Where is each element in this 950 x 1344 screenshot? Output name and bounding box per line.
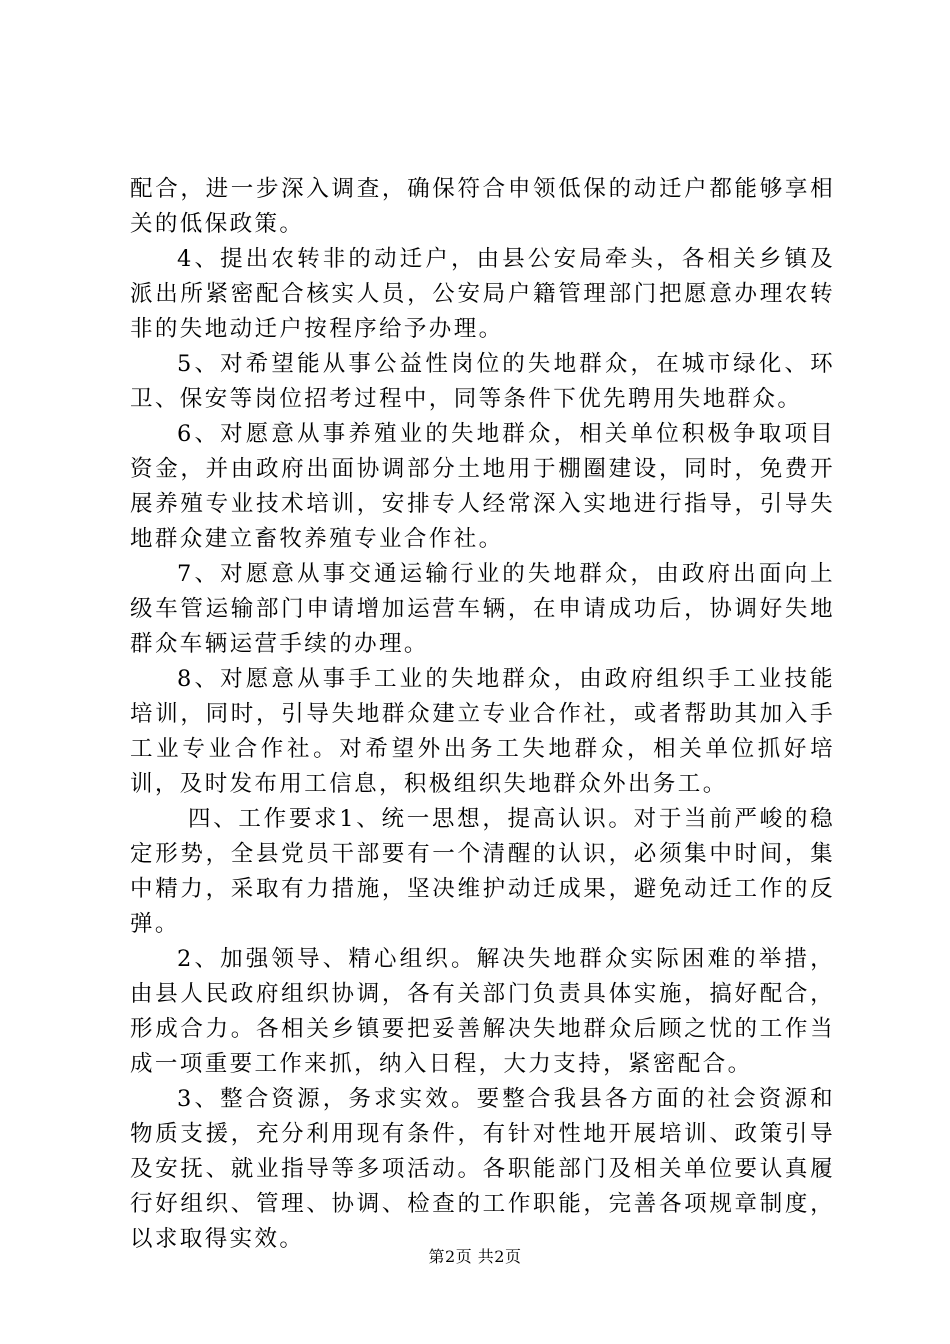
- document-body: [130, 172, 835, 1257]
- page-number-footer: 第2页 共2页: [428, 1247, 522, 1266]
- paragraph-continuation: 配合，进一步深入调查，确保符合申领低保的动迁户都能够享相关的低保政策。: [130, 176, 835, 237]
- paragraph-item-7: 7、对愿意从事交通运输行业的失地群众，由政府出面向上级车管运输部门申请增加运营车辆，在申请成功后，协调好失地群众车辆运营手续的办理。: [130, 561, 835, 657]
- paragraph-requirement-2: 2、加强领导、精心组织。解决失地群众实际困难的举措，由县人民政府组织协调，各有关部门负责具体实施，搞好配合，形成合力。各相关乡镇要把妥善解决失地群众后顾之忧的工作当成一项重要工作来抓，纳入日程，大力支持，紧密配合。: [130, 946, 835, 1077]
- paragraph-requirement-3: 3、整合资源，务求实效。要整合我县各方面的社会资源和物质支援，充分利用现有条件，有针对性地开展培训、政策引导及安抚、就业指导等多项活动。各职能部门及相关单位要认真履行好组织、管理、协调、检查的工作职能，完善各项规章制度，以求取得实效。: [130, 1086, 835, 1252]
- paragraph-item-5: 5、对希望能从事公益性岗位的失地群众，在城市绿化、环卫、保安等岗位招考过程中，同等条件下优先聘用失地群众。: [130, 351, 835, 412]
- paragraph-section-4-requirements: 四、工作要求1、统一思想，提高认识。对于当前严峻的稳定形势，全县党员干部要有一个清醒的认识，必须集中时间，集中精力，采取有力措施，坚决维护动迁成果，避免动迁工作的反弹。: [130, 806, 835, 937]
- paragraph-item-8: 8、对愿意从事手工业的失地群众，由政府组织手工业技能培训，同时，引导失地群众建立专业合作社，或者帮助其加入手工业专业合作社。对希望外出务工失地群众，相关单位抓好培训，及时发布用工信息，积极组织失地群众外出务工。: [130, 666, 835, 797]
- paragraph-item-6: 6、对愿意从事养殖业的失地群众，相关单位积极争取项目资金，并由政府出面协调部分土地用于棚圈建设，同时，免费开展养殖专业技术培训，安排专人经常深入实地进行指导，引导失地群众建立畜牧养殖专业合作社。: [130, 421, 835, 552]
- paragraph-item-4: 4、提出农转非的动迁户，由县公安局牵头，各相关乡镇及派出所紧密配合核实人员，公安局户籍管理部门把愿意办理农转非的失地动迁户按程序给予办理。: [130, 246, 835, 342]
